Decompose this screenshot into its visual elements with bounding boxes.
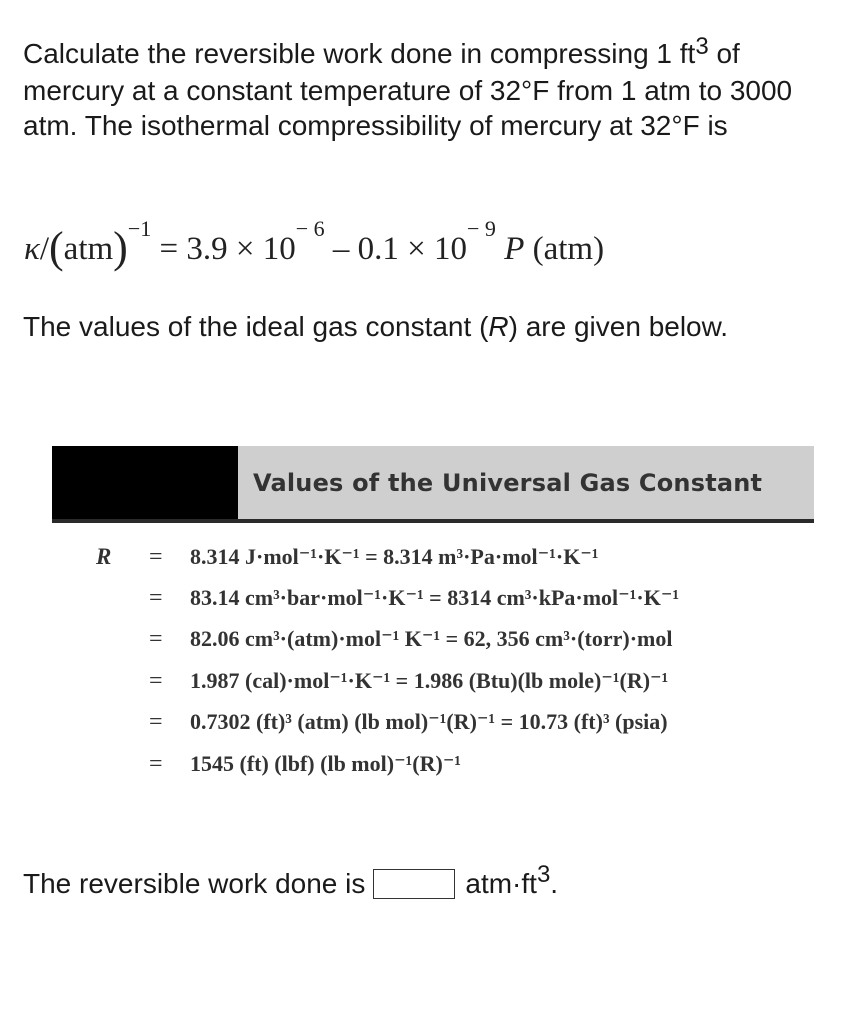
row-equals: = bbox=[149, 751, 163, 777]
answer-period: . bbox=[550, 868, 559, 899]
gas-constant-symbol: R bbox=[488, 311, 509, 342]
table-row bbox=[52, 542, 814, 574]
row-equals: = bbox=[149, 544, 163, 570]
answer-input[interactable] bbox=[373, 869, 455, 899]
formula-exponent-1: − 6 bbox=[295, 216, 325, 241]
answer-unit: atm·ft bbox=[465, 868, 537, 899]
problem-statement bbox=[23, 33, 813, 143]
formula-pressure-var: P bbox=[495, 231, 525, 267]
row-symbol: R bbox=[96, 544, 112, 569]
answer-unit-exponent: 3 bbox=[536, 861, 551, 888]
answer-line bbox=[23, 861, 559, 902]
formula-term-2: – 0.1 × 10 bbox=[324, 231, 468, 267]
table-row bbox=[52, 583, 814, 615]
problem-text-end: of mercury at a constant temperature of 32°F from 1 atm to 3000 atm. The isothermal compressibility of mercury at 32°F is bbox=[23, 38, 793, 141]
table-row bbox=[52, 666, 814, 698]
gas-constant-intro bbox=[23, 309, 743, 345]
row-value: 1545 (ft) (lbf) (lb mol)⁻¹(R)⁻¹ bbox=[190, 751, 462, 776]
formula-unit-exponent: −1 bbox=[127, 216, 152, 241]
gas-constant-intro-end: ) are given below. bbox=[508, 311, 729, 342]
table-rows bbox=[52, 542, 814, 812]
table-header bbox=[52, 446, 814, 519]
table-row bbox=[52, 749, 814, 781]
formula-unit: atm bbox=[63, 231, 114, 267]
row-equals: = bbox=[149, 585, 163, 611]
table-row bbox=[52, 624, 814, 656]
formula-term-1: = 3.9 × 10 bbox=[151, 231, 296, 267]
row-equals: = bbox=[149, 668, 163, 694]
row-value: 8.314 J·mol⁻¹·K⁻¹ = 8.314 m³·Pa·mol⁻¹·K⁻¹ bbox=[190, 544, 599, 569]
table-row bbox=[52, 707, 814, 739]
row-value: 83.14 cm³·bar·mol⁻¹·K⁻¹ = 8314 cm³·kPa·mol⁻¹·K⁻¹ bbox=[190, 585, 680, 610]
gas-constant-intro-start: The values of the ideal gas constant ( bbox=[23, 311, 489, 342]
row-value: 82.06 cm³·(atm)·mol⁻¹ K⁻¹ = 62, 356 cm³·(torr)·mol bbox=[190, 626, 673, 651]
table-title: Values of the Universal Gas Constant bbox=[253, 468, 763, 497]
row-equals: = bbox=[149, 709, 163, 735]
row-equals: = bbox=[149, 626, 163, 652]
formula-left-paren: ( bbox=[49, 223, 64, 272]
formula-pressure-unit: (atm) bbox=[524, 231, 605, 267]
problem-text-start: Calculate the reversible work done in compressing 1 ft bbox=[23, 38, 696, 69]
answer-label: The reversible work done is bbox=[23, 868, 366, 899]
row-value: 1.987 (cal)·mol⁻¹·K⁻¹ = 1.986 (Btu)(lb mole)⁻¹(R)⁻¹ bbox=[190, 668, 669, 693]
formula-exponent-2: − 9 bbox=[467, 216, 496, 241]
header-title-bar bbox=[238, 446, 814, 519]
formula-kappa: κ bbox=[24, 231, 40, 267]
formula-slash: / bbox=[39, 231, 50, 267]
formula-right-paren: ) bbox=[113, 223, 128, 272]
header-rule bbox=[52, 519, 814, 523]
gas-constant-table bbox=[52, 446, 814, 826]
row-value: 0.7302 (ft)³ (atm) (lb mol)⁻¹(R)⁻¹ = 10.73 (ft)³ (psia) bbox=[190, 709, 668, 734]
header-black-block bbox=[52, 446, 238, 519]
compressibility-formula bbox=[24, 216, 824, 273]
problem-exponent: 3 bbox=[695, 33, 709, 60]
